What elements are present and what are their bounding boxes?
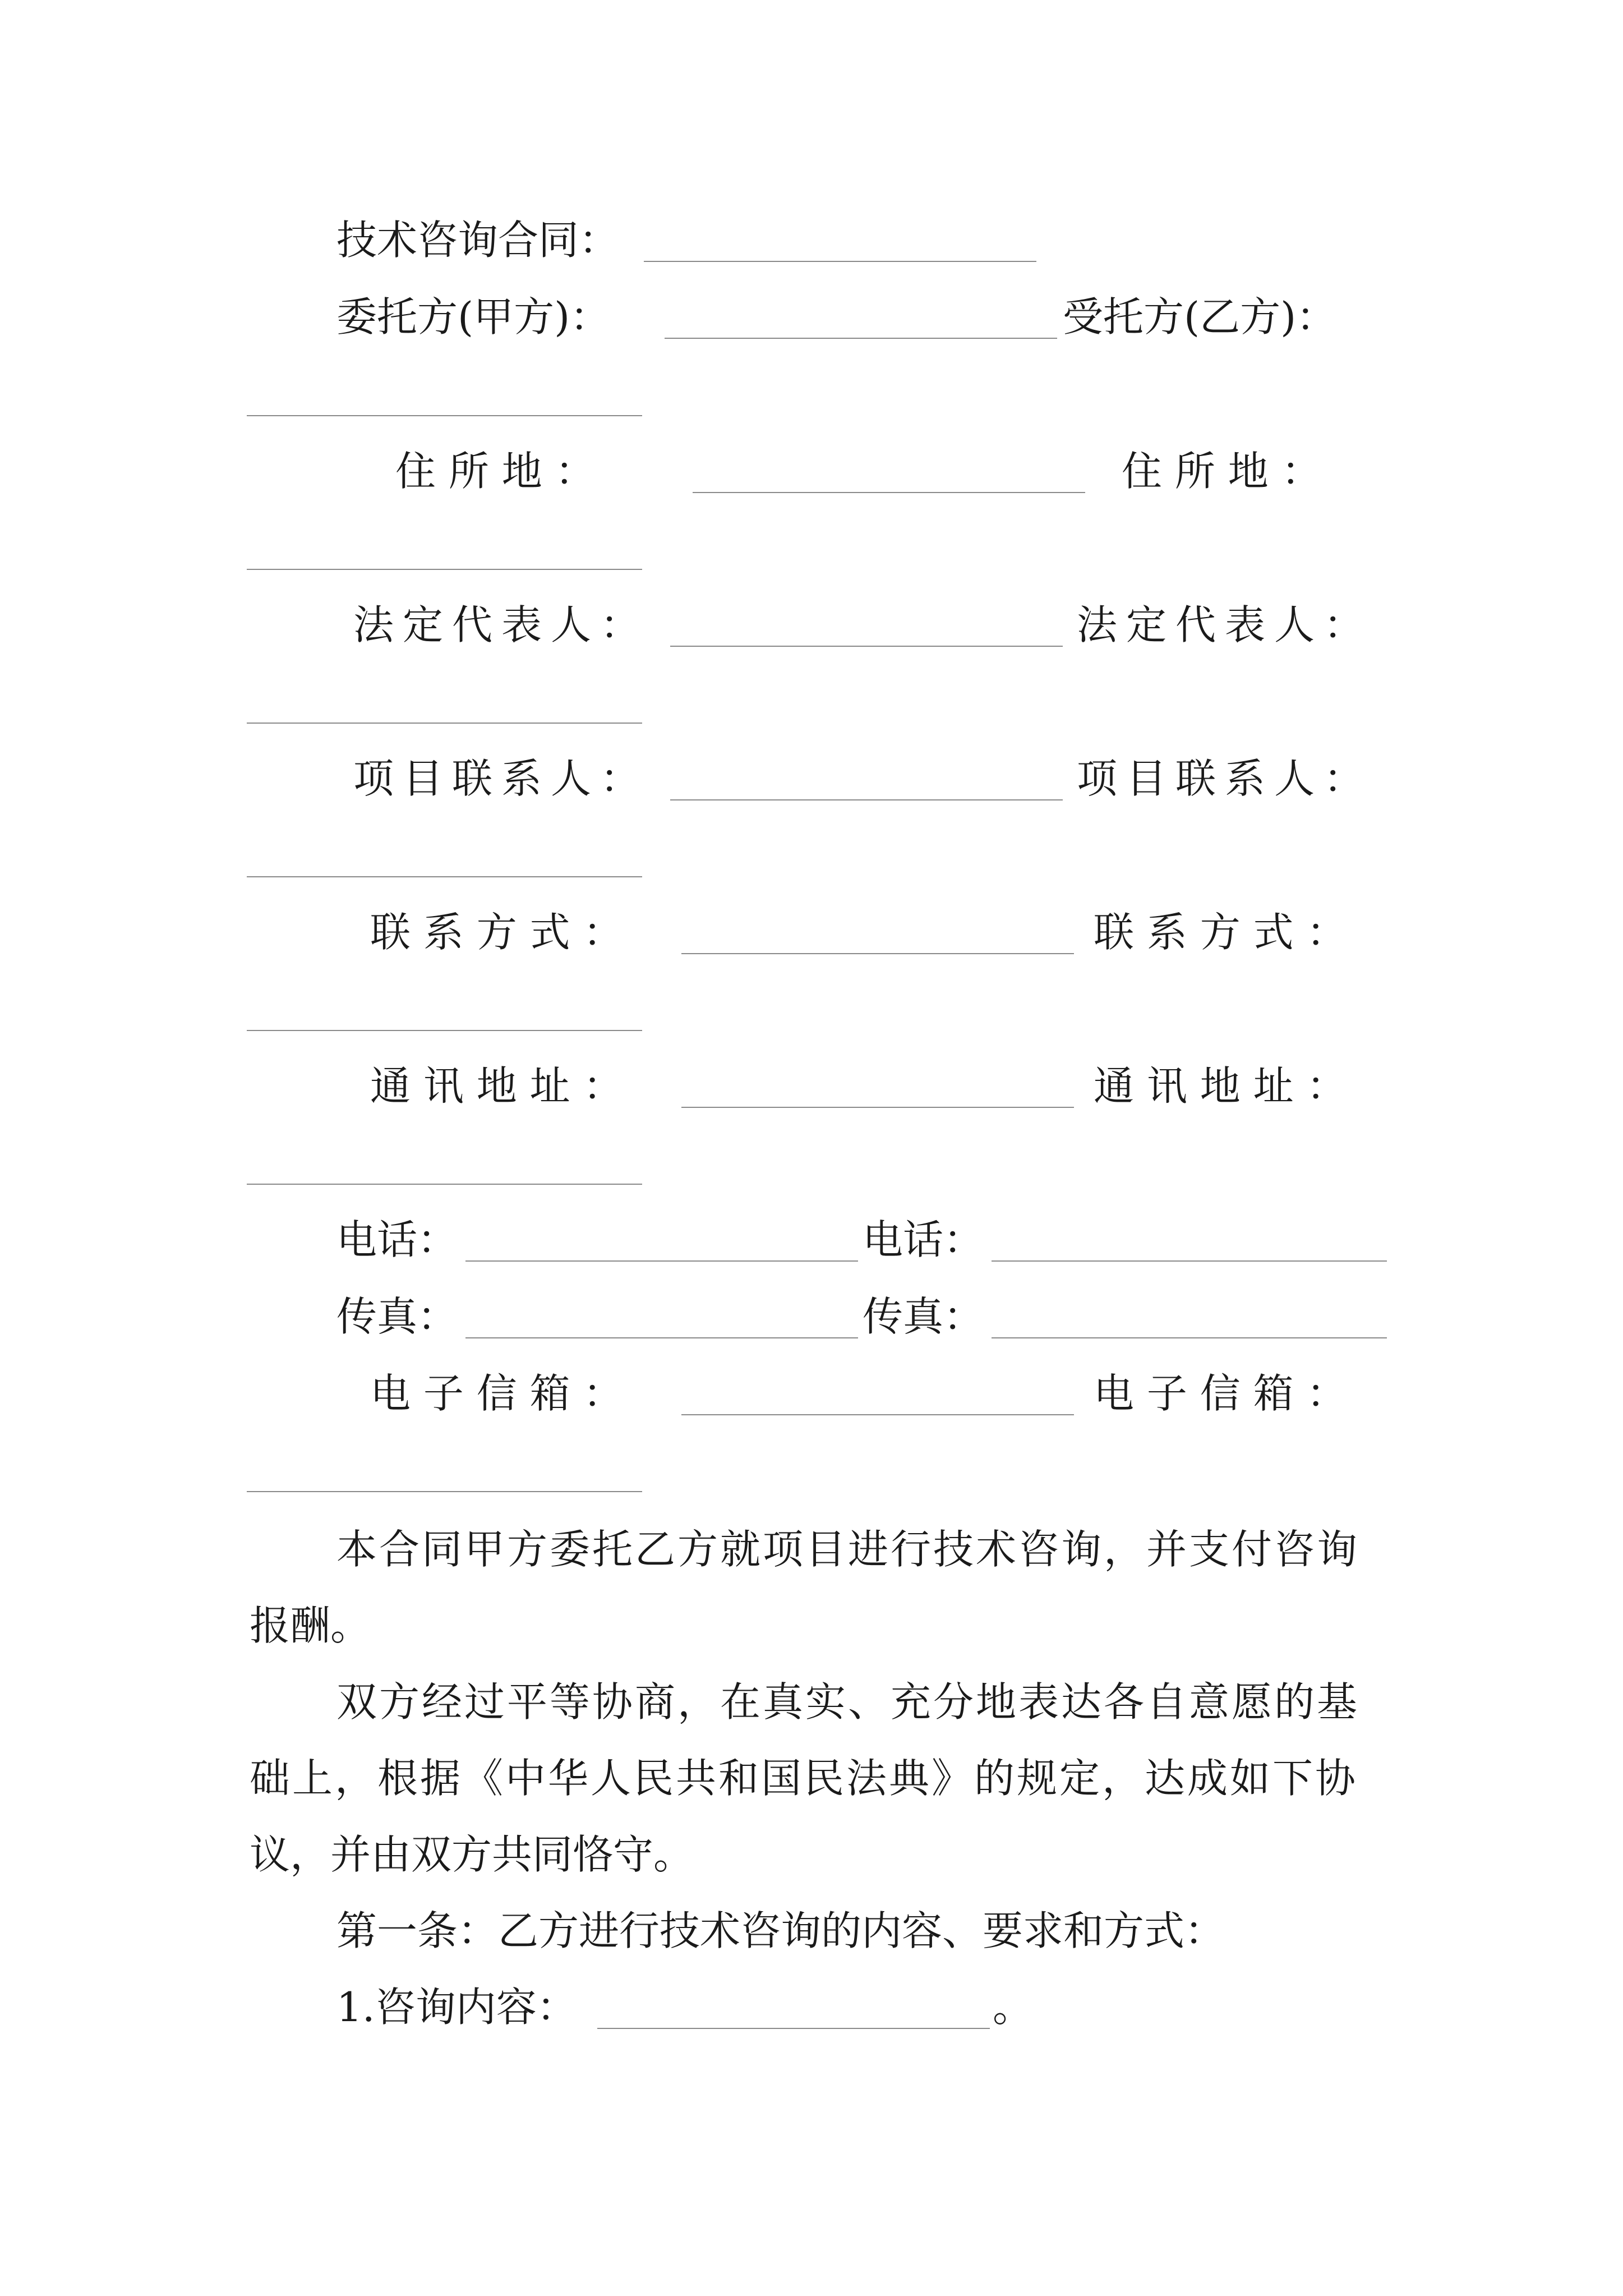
client-label: 委托方(甲方)：	[336, 293, 611, 341]
client-blank	[665, 338, 1057, 339]
address-blank-a	[693, 492, 1085, 493]
address-label-a: 住 所 地 ：	[395, 448, 596, 495]
fax-blank-b	[992, 1337, 1387, 1338]
contract-label: 技术咨询合同：	[336, 217, 620, 264]
legal-rep-blank-b	[247, 723, 642, 724]
item1-label: 1.咨询内容：	[336, 1984, 577, 2031]
address-label-b: 住 所 地 ：	[1122, 448, 1322, 495]
article1-heading: 第一条：乙方进行技术咨询的内容、要求和方式：	[336, 1907, 1225, 1954]
legal-rep-blank-a	[670, 646, 1063, 647]
fax-label-a: 传真：	[336, 1293, 458, 1340]
fax-label-b: 传真：	[863, 1293, 984, 1340]
phone-label-b: 电话：	[863, 1216, 984, 1263]
item1-blank	[597, 2028, 990, 2029]
mailing-address-blank-b	[247, 1184, 642, 1185]
fax-blank-a	[465, 1337, 858, 1338]
phone-blank-a	[465, 1260, 858, 1262]
para2-line1: 双方经过平等协商，在真实、充分地表达各自意愿的基	[336, 1678, 1360, 1726]
address-blank-b	[247, 569, 642, 570]
legal-rep-label-a: 法定代表人：	[353, 601, 650, 648]
email-label-b: 电 子 信 箱 ：	[1094, 1370, 1347, 1417]
phone-label-a: 电话：	[336, 1216, 458, 1263]
project-contact-blank-b	[247, 876, 642, 877]
project-contact-label-a: 项目联系人：	[353, 755, 650, 802]
email-blank-a	[681, 1414, 1074, 1415]
para1-line2: 报酬。	[250, 1602, 371, 1649]
project-contact-blank-a	[670, 799, 1063, 800]
contractor-label: 受托方(乙方)：	[1063, 293, 1337, 341]
contact-method-label-a: 联 系 方 式 ：	[370, 909, 624, 956]
para2-line3: 议，并由双方共同恪守。	[250, 1831, 694, 1878]
contract-blank	[644, 261, 1036, 262]
item1-end: 。	[993, 1984, 1034, 2031]
contact-method-blank-b	[247, 1030, 642, 1031]
mailing-address-label-b: 通 讯 地 址 ：	[1094, 1062, 1347, 1110]
mailing-address-blank-a	[681, 1107, 1074, 1108]
project-contact-label-b: 项目联系人：	[1077, 755, 1373, 802]
contact-method-label-b: 联 系 方 式 ：	[1094, 909, 1347, 956]
contact-method-blank-a	[681, 953, 1074, 954]
para2-line2: 础上，根据《中华人民共和国民法典》的规定，达成如下协	[250, 1755, 1358, 1802]
email-blank-b	[247, 1491, 642, 1492]
mailing-address-label-a: 通 讯 地 址 ：	[370, 1062, 624, 1110]
contractor-blank	[247, 415, 642, 416]
legal-rep-label-b: 法定代表人：	[1077, 601, 1373, 648]
phone-blank-b	[992, 1260, 1387, 1262]
email-label-a: 电 子 信 箱 ：	[370, 1370, 624, 1417]
para1-line1: 本合同甲方委托乙方就项目进行技术咨询，并支付咨询	[336, 1526, 1360, 1573]
